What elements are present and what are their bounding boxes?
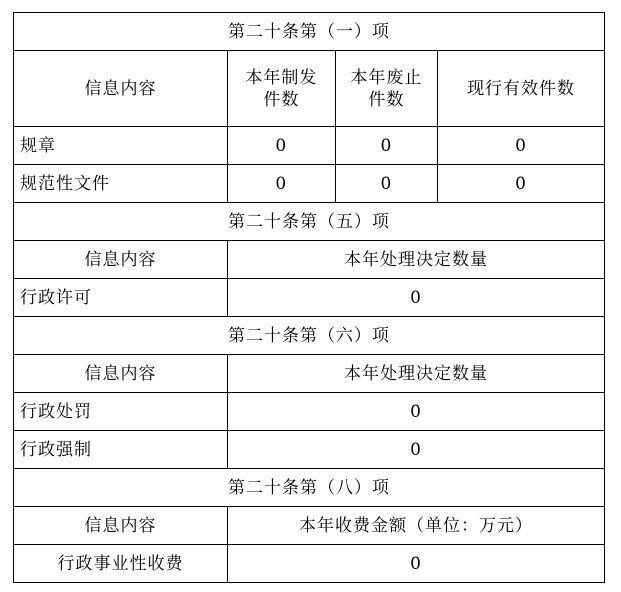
cell-value: 0: [228, 393, 605, 431]
header-info-content: 信息内容: [14, 355, 228, 393]
header-row: [14, 507, 605, 545]
header-decision-count: 本年处理决定数量: [228, 241, 605, 279]
table-row: [14, 545, 605, 583]
cell-new: 0: [228, 127, 336, 165]
cell-abolished: 0: [335, 127, 438, 165]
table-row: [14, 279, 605, 317]
section-title-row: [14, 13, 605, 51]
header-fee-amount: 本年收费金额（单位：万元）: [228, 507, 605, 545]
section-title: 第二十条第（六）项: [14, 317, 605, 355]
row-label: 行政处罚: [14, 393, 228, 431]
header-abolished-count: 本年废止件数: [335, 51, 438, 127]
section-title-row: [14, 317, 605, 355]
section-title-row: [14, 203, 605, 241]
section-title: 第二十条第（八）项: [14, 469, 605, 507]
header-valid-count: 现行有效件数: [438, 51, 605, 127]
cell-abolished: 0: [335, 165, 438, 203]
table-row: [14, 431, 605, 469]
header-row: [14, 355, 605, 393]
header-info-content: 信息内容: [14, 507, 228, 545]
cell-value: 0: [228, 431, 605, 469]
table-row: [14, 127, 605, 165]
header-row: [14, 51, 605, 127]
cell-valid: 0: [438, 165, 605, 203]
row-label: 规章: [14, 127, 228, 165]
header-row: [14, 241, 605, 279]
row-label: 行政事业性收费: [14, 545, 228, 583]
header-info-content: 信息内容: [14, 241, 228, 279]
section-title: 第二十条第（五）项: [14, 203, 605, 241]
cell-value: 0: [228, 279, 605, 317]
cell-new: 0: [228, 165, 336, 203]
section-title: 第二十条第（一）项: [14, 13, 605, 51]
row-label: 行政许可: [14, 279, 228, 317]
table-row: [14, 165, 605, 203]
header-new-count: 本年制发件数: [228, 51, 336, 127]
row-label: 行政强制: [14, 431, 228, 469]
disclosure-table: [13, 12, 605, 583]
section-title-row: [14, 469, 605, 507]
header-decision-count: 本年处理决定数量: [228, 355, 605, 393]
cell-valid: 0: [438, 127, 605, 165]
table-row: [14, 393, 605, 431]
row-label: 规范性文件: [14, 165, 228, 203]
cell-value: 0: [228, 545, 605, 583]
header-info-content: 信息内容: [14, 51, 228, 127]
